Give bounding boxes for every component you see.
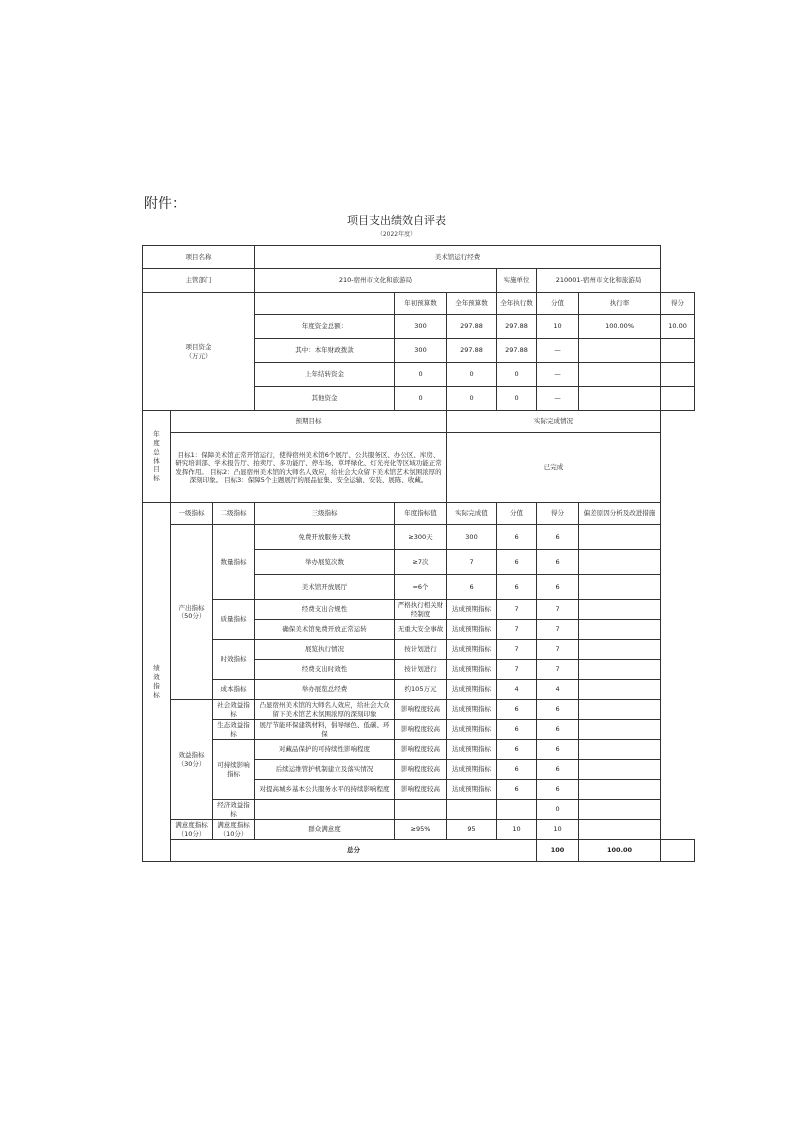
indicator-header: 分值 — [497, 503, 537, 525]
indicator-deviation — [579, 640, 661, 660]
indicator-target: ≥300天 — [395, 525, 447, 550]
funds-exec: 297.88 — [497, 315, 537, 339]
social-benefit-label: 社会效益指标 — [213, 700, 255, 720]
indicator-got: 6 — [537, 550, 579, 575]
indicator-name: 确保美术馆免费开放正常运转 — [255, 620, 395, 640]
indicator-name: 经费支出时效性 — [255, 660, 395, 680]
indicator-deviation — [579, 600, 661, 620]
indicators-side-label — [143, 503, 171, 862]
funds-rate — [579, 387, 661, 411]
indicator-score — [497, 800, 537, 820]
sustainability-label: 可持续影响指标 — [213, 740, 255, 800]
indicator-target — [395, 800, 447, 820]
indicator-target: ≥7次 — [395, 550, 447, 575]
indicator-target: 影响程度较高 — [395, 740, 447, 760]
cost-indicator-label: 成本指标 — [213, 680, 255, 700]
funds-rate — [579, 363, 661, 387]
funds-got — [661, 387, 695, 411]
indicator-deviation — [579, 720, 661, 740]
indicator-got: 4 — [537, 680, 579, 700]
indicator-header: 得分 — [537, 503, 579, 525]
indicator-deviation — [579, 575, 661, 600]
funds-row-label: 上年结转资金 — [255, 363, 395, 387]
indicator-target: 影响程度较高 — [395, 720, 447, 740]
funds-score: — — [537, 387, 579, 411]
quantity-indicator-label: 数量指标 — [213, 525, 255, 600]
indicator-actual: 6 — [447, 575, 497, 600]
indicator-score: 7 — [497, 640, 537, 660]
indicator-got: 6 — [537, 760, 579, 780]
goals-side-label-text: 年度总体目标 — [153, 430, 160, 483]
indicator-actual: 达成预期指标 — [447, 680, 497, 700]
indicator-got: 7 — [537, 600, 579, 620]
indicator-got: 6 — [537, 575, 579, 600]
satisfaction-indicator-label: 满意度指标（10分） — [171, 820, 213, 840]
indicator-header: 二级指标 — [213, 503, 255, 525]
indicator-target: 影响程度较高 — [395, 760, 447, 780]
funds-full: 0 — [447, 387, 497, 411]
indicator-name: 后续运维管护机制建立及落实情况 — [255, 760, 395, 780]
funds-init: 300 — [395, 315, 447, 339]
indicator-name: 展厅节能环保建筑材料，倡导绿色、低碳、环保 — [255, 720, 395, 740]
effect-indicator-label: 效益指标 （30分） — [171, 700, 213, 820]
indicator-got: 7 — [537, 640, 579, 660]
funds-init: 300 — [395, 339, 447, 363]
indicators-side-label-text: 绩效指标 — [153, 664, 160, 699]
indicator-name: 群众满意度 — [255, 820, 395, 840]
indicator-target: 按计划进行 — [395, 640, 447, 660]
funds-full: 297.88 — [447, 315, 497, 339]
total-label: 总分 — [171, 840, 537, 862]
indicator-score: 6 — [497, 700, 537, 720]
indicator-deviation — [579, 820, 661, 840]
funds-header: 全年预算数 — [447, 293, 497, 315]
indicator-name — [255, 800, 395, 820]
indicator-actual: 95 — [447, 820, 497, 840]
total-got: 100.00 — [579, 840, 661, 862]
funds-got — [661, 339, 695, 363]
year-note: （2022年度） — [376, 231, 417, 238]
indicator-got: 6 — [537, 780, 579, 800]
indicator-score: 6 — [497, 525, 537, 550]
funds-full: 0 — [447, 363, 497, 387]
indicator-header: 三级指标 — [255, 503, 395, 525]
indicator-got: 6 — [537, 525, 579, 550]
indicator-target: 无重大安全事故 — [395, 620, 447, 640]
project-name: 美术馆运行经费 — [255, 246, 661, 269]
indicator-got: 7 — [537, 660, 579, 680]
indicator-score: 7 — [497, 660, 537, 680]
indicator-name: 凸显宿州美术馆的大师名人效应，给社会大众留下美术馆艺术氛围浓厚的深刻印象 — [255, 700, 395, 720]
funds-header: 年初预算数 — [395, 293, 447, 315]
indicator-score: 7 — [497, 600, 537, 620]
indicator-score: 6 — [497, 550, 537, 575]
indicator-got: 6 — [537, 700, 579, 720]
indicator-target: 影响程度较高 — [395, 780, 447, 800]
funds-row-label: 其他资金 — [255, 387, 395, 411]
indicator-target: 按计划进行 — [395, 660, 447, 680]
economic-benefit-label: 经济效益指标 — [213, 800, 255, 820]
indicator-name: 对提高城乡基本公共服务水平的持续影响程度 — [255, 780, 395, 800]
impl-value: 210001-宿州市文化和旅游局 — [537, 269, 661, 293]
funds-init: 0 — [395, 387, 447, 411]
indicator-target: 约105万元 — [395, 680, 447, 700]
indicator-target: =6个 — [395, 575, 447, 600]
impl-label: 实施单位 — [497, 269, 537, 293]
indicator-name: 展览执行情况 — [255, 640, 395, 660]
indicator-deviation — [579, 680, 661, 700]
indicator-deviation — [579, 740, 661, 760]
indicator-score: 6 — [497, 575, 537, 600]
indicator-name: 免费开放服务天数 — [255, 525, 395, 550]
indicator-score: 6 — [497, 760, 537, 780]
indicator-score: 7 — [497, 620, 537, 640]
indicator-name: 举办展览次数 — [255, 550, 395, 575]
timeliness-indicator-label: 时效指标 — [213, 640, 255, 680]
indicator-actual: 达成预期指标 — [447, 700, 497, 720]
page-title: 项目支出绩效自评表 — [347, 214, 446, 227]
indicator-got: 6 — [537, 740, 579, 760]
attachment-label: 附件： — [144, 196, 186, 212]
indicator-score: 6 — [497, 780, 537, 800]
indicator-deviation — [579, 780, 661, 800]
indicator-deviation — [579, 525, 661, 550]
indicator-actual — [447, 800, 497, 820]
quality-indicator-label: 质量指标 — [213, 600, 255, 640]
indicator-target: 严格执行相关财经制度 — [395, 600, 447, 620]
indicator-score: 10 — [497, 820, 537, 840]
indicator-header: 实际完成值 — [447, 503, 497, 525]
funds-row-label: 年度资金总额： — [255, 315, 395, 339]
indicator-name: 经费支出合规性 — [255, 600, 395, 620]
indicator-score: 4 — [497, 680, 537, 700]
indicator-header: 年度指标值 — [395, 503, 447, 525]
funds-score: — — [537, 363, 579, 387]
dept-value: 210-宿州市文化和旅游局 — [255, 269, 497, 293]
funds-header: 执行率 — [579, 293, 661, 315]
indicator-actual: 7 — [447, 550, 497, 575]
indicator-actual: 达成预期指标 — [447, 760, 497, 780]
indicator-actual: 达成预期指标 — [447, 740, 497, 760]
indicator-got: 6 — [537, 720, 579, 740]
funds-score: — — [537, 339, 579, 363]
satisfaction-sub-label: 满意度指标（10分） — [213, 820, 255, 840]
indicator-got: 0 — [537, 800, 579, 820]
funds-header-blank — [255, 293, 395, 315]
funds-score: 10 — [537, 315, 579, 339]
funds-exec: 297.88 — [497, 339, 537, 363]
indicator-name: 对藏品保护的可持续性影响程度 — [255, 740, 395, 760]
indicator-got: 7 — [537, 620, 579, 640]
indicator-actual: 达成预期指标 — [447, 600, 497, 620]
self-evaluation-table — [142, 245, 695, 862]
indicator-deviation — [579, 620, 661, 640]
output-indicator-label: 产出指标 （50分） — [171, 525, 213, 700]
expected-goal-text: 目标1：保障美术馆正常开馆运行，使得宿州美术馆6个展厅、公共服务区、办公区、库房、研究培训部、学术报告厅、拍卖厅、多功能厅、停车场、草坪绿化、灯光亮化等区域功能正常发挥作用。 目标2：凸显宿州美术馆的大师名人效应，给社会大众留下美术馆艺术氛围浓厚的深刻印象。 目标3：保障5个主题展厅的展品征集、安全运输、安装、展陈、收藏。 — [171, 433, 447, 503]
indicator-deviation — [579, 660, 661, 680]
indicator-actual: 达成预期指标 — [447, 640, 497, 660]
project-name-label: 项目名称 — [143, 246, 255, 269]
indicator-header: 一级指标 — [171, 503, 213, 525]
indicator-actual: 达成预期指标 — [447, 780, 497, 800]
expected-goal-header: 预期目标 — [171, 411, 447, 433]
goals-side-label — [143, 411, 171, 503]
indicator-actual: 达成预期指标 — [447, 620, 497, 640]
indicator-actual: 300 — [447, 525, 497, 550]
total-deviation — [661, 840, 695, 862]
actual-result-header: 实际完成情况 — [447, 411, 661, 433]
funds-row-label: 其中：本年财政拨款 — [255, 339, 395, 363]
indicator-actual: 达成预期指标 — [447, 660, 497, 680]
funds-header: 全年执行数 — [497, 293, 537, 315]
funds-exec: 0 — [497, 387, 537, 411]
indicator-deviation — [579, 800, 661, 820]
indicator-name: 美术馆开放展厅 — [255, 575, 395, 600]
dept-label: 主管部门 — [143, 269, 255, 293]
indicator-name: 举办展览总经费 — [255, 680, 395, 700]
funds-rate — [579, 339, 661, 363]
funds-init: 0 — [395, 363, 447, 387]
indicator-deviation — [579, 550, 661, 575]
indicator-deviation — [579, 700, 661, 720]
indicator-target: 影响程度较高 — [395, 700, 447, 720]
indicator-deviation — [579, 760, 661, 780]
indicator-actual: 达成预期指标 — [447, 720, 497, 740]
indicator-got: 10 — [537, 820, 579, 840]
funds-header: 分值 — [537, 293, 579, 315]
funds-rate: 100.00% — [579, 315, 661, 339]
funds-label: 项目资金 （万元） — [143, 293, 255, 411]
indicator-score: 6 — [497, 720, 537, 740]
funds-got — [661, 363, 695, 387]
funds-got: 10.00 — [661, 315, 695, 339]
eco-benefit-label: 生态效益指标 — [213, 720, 255, 740]
indicator-header: 偏差原因分析及改进措施 — [579, 503, 661, 525]
funds-full: 297.88 — [447, 339, 497, 363]
funds-header: 得分 — [661, 293, 695, 315]
indicator-score: 6 — [497, 740, 537, 760]
indicator-target: ≥95% — [395, 820, 447, 840]
total-score: 100 — [537, 840, 579, 862]
actual-result-text: 已完成 — [447, 433, 661, 503]
funds-exec: 0 — [497, 363, 537, 387]
